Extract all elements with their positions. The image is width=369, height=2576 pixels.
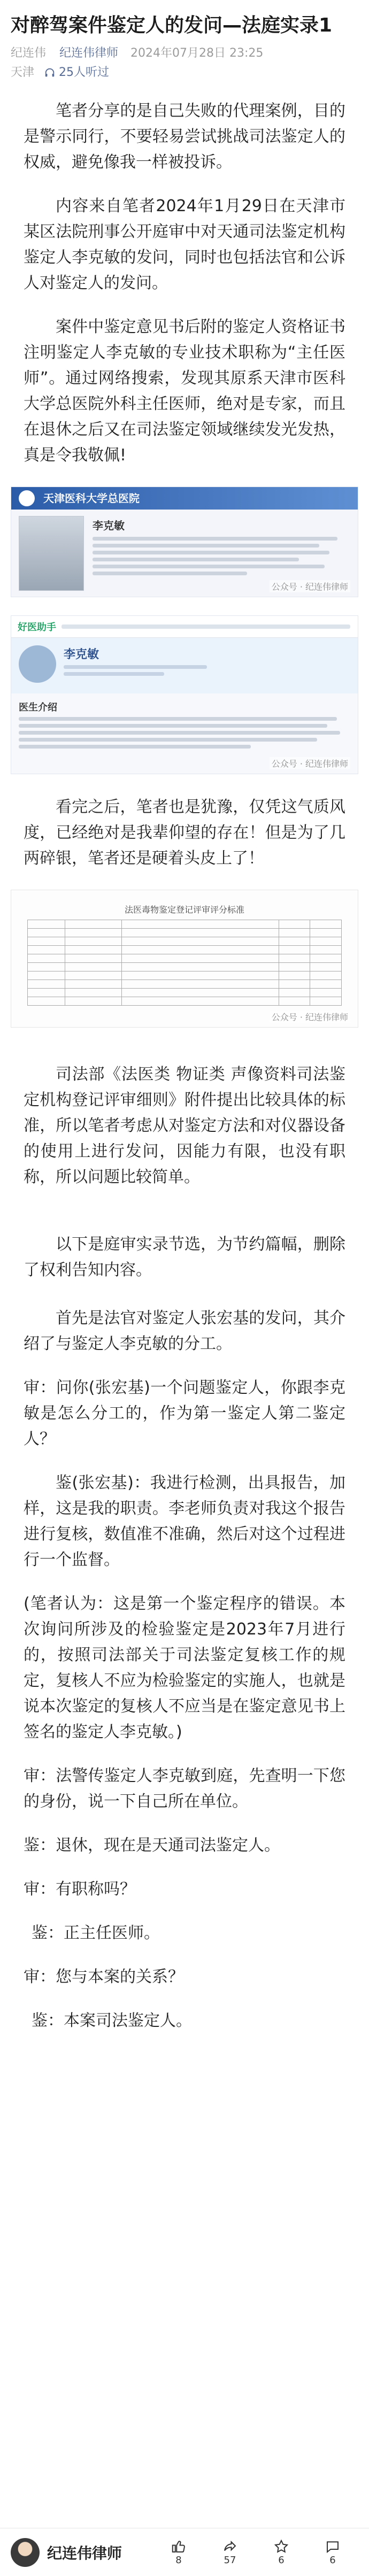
dialogue-line: 鉴(张宏基)：我进行检测，出具报告，加样，这是我的职责。李老师负责对我这个报告进行复核，数值准不准确，然后对这个过程进行一个监督。 [24, 1474, 345, 1569]
hospital-header [11, 487, 358, 510]
comment-button[interactable] [307, 2539, 358, 2566]
share-button[interactable] [204, 2539, 256, 2566]
like-count: 8 [175, 2555, 182, 2566]
thumbs-up-icon [171, 2539, 187, 2555]
location: 天津 [11, 66, 35, 79]
dialogue-line: 审：您与本案的关系？ [24, 1968, 184, 1986]
doctor-name: 李克敏 [93, 519, 125, 532]
bottom-action-bar [0, 2528, 369, 2576]
author-note: (笔者认为：这是第一个鉴定程序的错误。本次询问所涉及的检验鉴定是2023年7月进行的，按照司法部关于司法鉴定复核工作的规定，复核人不应为检验鉴定的实施人，也就是说本次鉴定的复核人不应当是在鉴定意见书上签名的鉴定人李克敏。) [24, 1594, 345, 1741]
headphone-icon [44, 67, 56, 79]
watermark: 公众号 · 纪连伟律师 [270, 580, 350, 592]
author-label: 纪连伟 [11, 47, 47, 60]
section-title: 医生介绍 [19, 702, 57, 713]
dialogue-line: 鉴：本案司法鉴定人。 [32, 2011, 192, 2030]
hospital-profile-image[interactable] [11, 487, 358, 597]
dialogue-line: 审：法警传鉴定人李克敏到庭，先查明一下您的身份，说一下自己所在单位。 [24, 1767, 345, 1811]
site-brand: 好医助手 [18, 622, 56, 633]
dialogue-line: 鉴：正主任医师。 [32, 1924, 160, 1942]
collect-button[interactable] [256, 2539, 307, 2566]
dialogue-line: 审：有职称吗？ [24, 1880, 136, 1899]
collect-count: 6 [278, 2555, 285, 2566]
hospital-logo-icon [19, 490, 35, 506]
share-count: 57 [224, 2555, 236, 2566]
account-name[interactable]: 纪连伟律师 [47, 2544, 122, 2562]
article-body-3 [0, 1046, 369, 2034]
account-link[interactable]: 纪连伟律师 [59, 47, 119, 60]
scoring-table [27, 920, 342, 1006]
views-text: 25人听过 [59, 66, 110, 79]
image-caption: 法医毒物鉴定登记评审评分标准 [124, 905, 244, 915]
doctor-directory-image[interactable] [11, 615, 358, 774]
doctor-photo [19, 516, 84, 591]
watermark: 公众号 · 纪连伟律师 [270, 757, 350, 769]
article-body [0, 82, 369, 468]
paragraph: 内容来自笔者2024年1月29日在天津市某区法院刑事公开庭审中对天通司法鉴定机构鉴定人李克敏的发问，同时也包括法官和公诉人对鉴定人的发问。 [24, 197, 345, 292]
article-body-2 [0, 792, 369, 871]
account-avatar[interactable] [11, 2538, 40, 2567]
paragraph: 案件中鉴定意见书后附的鉴定人资格证书注明鉴定人李克敏的专业技术职称为“主任医师”。通过网络搜索，发现其原系天津市医科大学总医院外科主任医师，绝对是专家，而且在退休之后又在司法鉴定领域继续发光发热，真是令我敬佩! [24, 318, 345, 465]
dialogue-line: 审：问你(张宏基)一个问题鉴定人，你跟李克敏是怎么分工的，作为第一鉴定人第二鉴定人？ [24, 1378, 345, 1448]
paragraph: 以下是庭审实录节选，为节约篇幅，删除了权利告知内容。 [24, 1235, 345, 1279]
publish-time: 2024年07月28日 23:25 [130, 47, 264, 60]
scoring-standard-image[interactable] [11, 890, 358, 1028]
comment-icon [325, 2539, 341, 2555]
watermark: 公众号 · 纪连伟律师 [270, 1011, 350, 1023]
paragraph: 首先是法官对鉴定人张宏基的发问，其介绍了与鉴定人李克敏的分工。 [24, 1309, 345, 1353]
share-icon [222, 2539, 238, 2555]
paragraph: 看完之后，笔者也是犹豫，仅凭这气质风度，已经绝对是我辈仰望的存在！但是为了几两碎银，笔者还是硬着头皮上了！ [24, 798, 345, 868]
star-icon [273, 2539, 289, 2555]
hospital-name: 天津医科大学总医院 [43, 492, 140, 505]
listen-count[interactable] [44, 63, 109, 82]
doctor-avatar [19, 645, 56, 683]
like-button[interactable] [153, 2539, 204, 2566]
paragraph: 笔者分享的是自己失败的代理案例，目的是警示同行，不要轻易尝试挑战司法鉴定人的权威，避免像我一样被投诉。 [24, 102, 345, 172]
doctor-name: 李克敏 [64, 648, 99, 661]
paragraph: 司法部《法医类 物证类 声像资料司法鉴定机构登记评审细则》附件提出比较具体的标准，所以笔者考虑从对鉴定方法和对仪器设备的使用上进行发问，因能力有限，也没有职称，所以问题比较简单。 [24, 1065, 345, 1186]
article-title: 对醉驾案件鉴定人的发问—法庭实录1 [11, 14, 333, 36]
dialogue-line: 鉴：退休，现在是天通司法鉴定人。 [24, 1836, 280, 1855]
comment-count: 6 [329, 2555, 336, 2566]
article-meta [0, 40, 369, 82]
